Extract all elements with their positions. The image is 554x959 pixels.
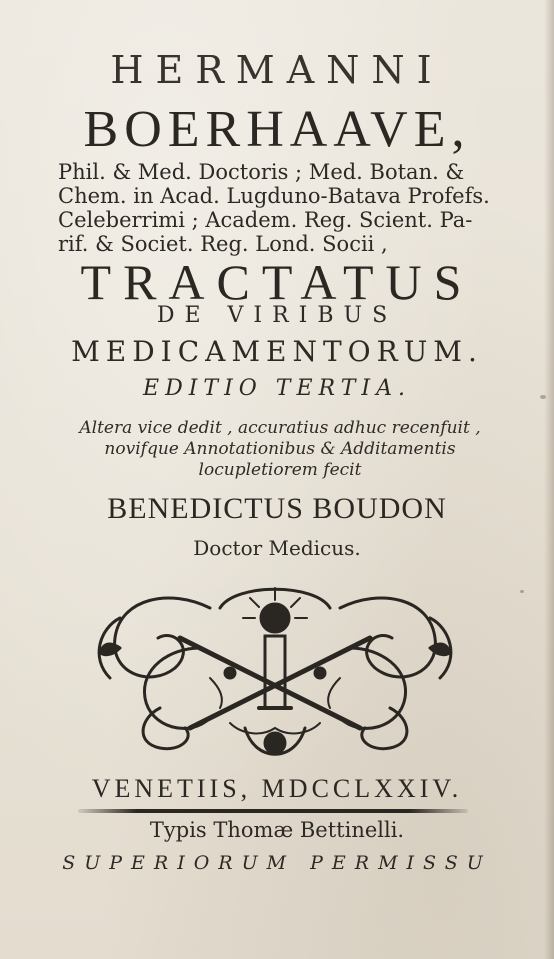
author-first-name: HERMANNI xyxy=(110,48,444,92)
credentials-line: Phil. & Med. Doctoris ; Med. Botan. & xyxy=(58,160,465,184)
edition-statement: EDITIO TERTIA. xyxy=(143,376,411,401)
edition-note-line: locupletiorem fecit xyxy=(198,460,362,480)
imprint-rule xyxy=(78,809,468,813)
paper-spot xyxy=(520,590,524,593)
credentials-line: Celeberrimi ; Academ. Reg. Scient. Pa- xyxy=(58,208,473,232)
ornamental-vignette-icon xyxy=(60,578,490,763)
edition-note-line: Altera vice dedit , accuratius adhuc recenfuit , xyxy=(79,418,481,438)
edition-note-line: novifque Annotationibus & Additamentis xyxy=(104,439,456,459)
author-credentials xyxy=(58,160,498,256)
paper-spot xyxy=(540,395,546,399)
subtitle-line-2: MEDICAMENTORUM. xyxy=(71,335,483,368)
work-title: TRACTATUS xyxy=(80,254,474,310)
permission-statement: SUPERIORUM PERMISSU xyxy=(62,852,492,874)
editor-title: Doctor Medicus. xyxy=(193,536,361,560)
imprint-city-year: VENETIIS, MDCCLXXIV. xyxy=(91,774,463,803)
credentials-line: rif. & Societ. Reg. Lond. Socii , xyxy=(58,232,388,256)
editor-name: BENEDICTUS BOUDON xyxy=(107,492,447,525)
edition-note xyxy=(40,418,520,481)
author-last-name: BOERHAAVE, xyxy=(83,101,471,158)
subtitle-line-1: DE VIRIBUS xyxy=(156,303,398,328)
credentials-line: Chem. in Acad. Lugduno-Batava Profefs. xyxy=(58,184,490,208)
printer-name: Typis Thomæ Bettinelli. xyxy=(149,818,405,842)
